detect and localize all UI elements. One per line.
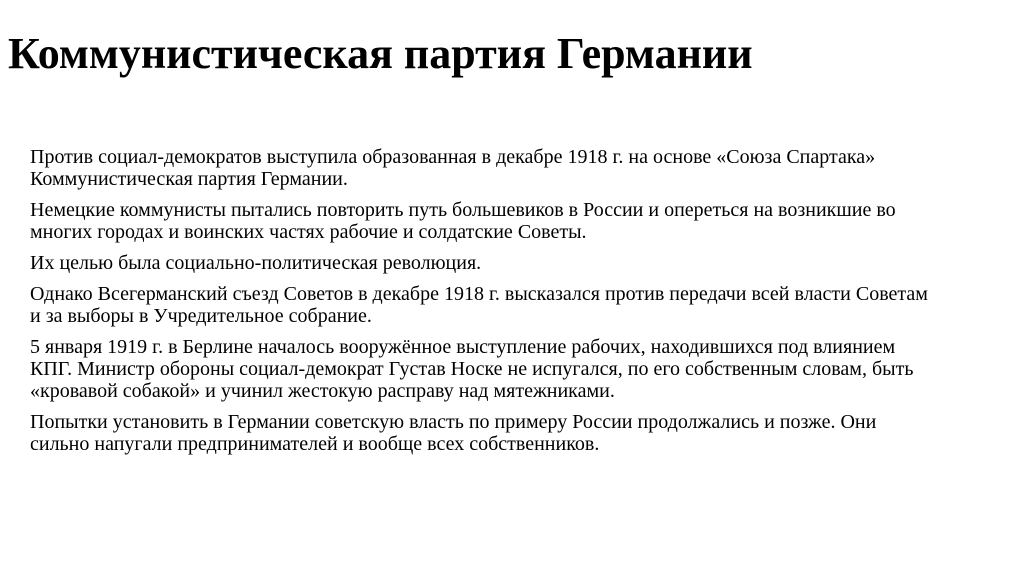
paragraph-uprising: 5 января 1919 г. в Берлине началось вооружённое выступление рабочих, находившихся под влиянием КПГ. Министр обороны социал-демократ Густав Носке не испугался, по его собственным словам, быть «кровавой собакой» и учинил жестокую расправу над мятежниками. bbox=[30, 336, 914, 402]
slide-body bbox=[30, 146, 1010, 464]
paragraph-goal: Их целью была социально-политическая революция. bbox=[30, 252, 482, 274]
paragraph-spartacus: Против социал-демократов выступила образованная в декабре 1918 г. на основе «Союза Спартака» Коммунистическая партия Германии. bbox=[30, 146, 876, 190]
paragraph-congress: Однако Всегерманский съезд Советов в декабре 1918 г. высказался против передачи всей власти Советам и за выборы в Учредительное собрание. bbox=[30, 283, 928, 327]
paragraph-soviets: Немецкие коммунисты пытались повторить путь большевиков в России и опереться на возникшие во многих городах и воинских частях рабочие и солдатские Советы. bbox=[30, 199, 896, 243]
paragraph-attempts: Попытки установить в Германии советскую власть по примеру России продолжались и позже. Они сильно напугали предпринимателей и вообще всех собственников. bbox=[30, 411, 877, 455]
slide-title: Коммунистическая партия Германии bbox=[8, 29, 753, 78]
